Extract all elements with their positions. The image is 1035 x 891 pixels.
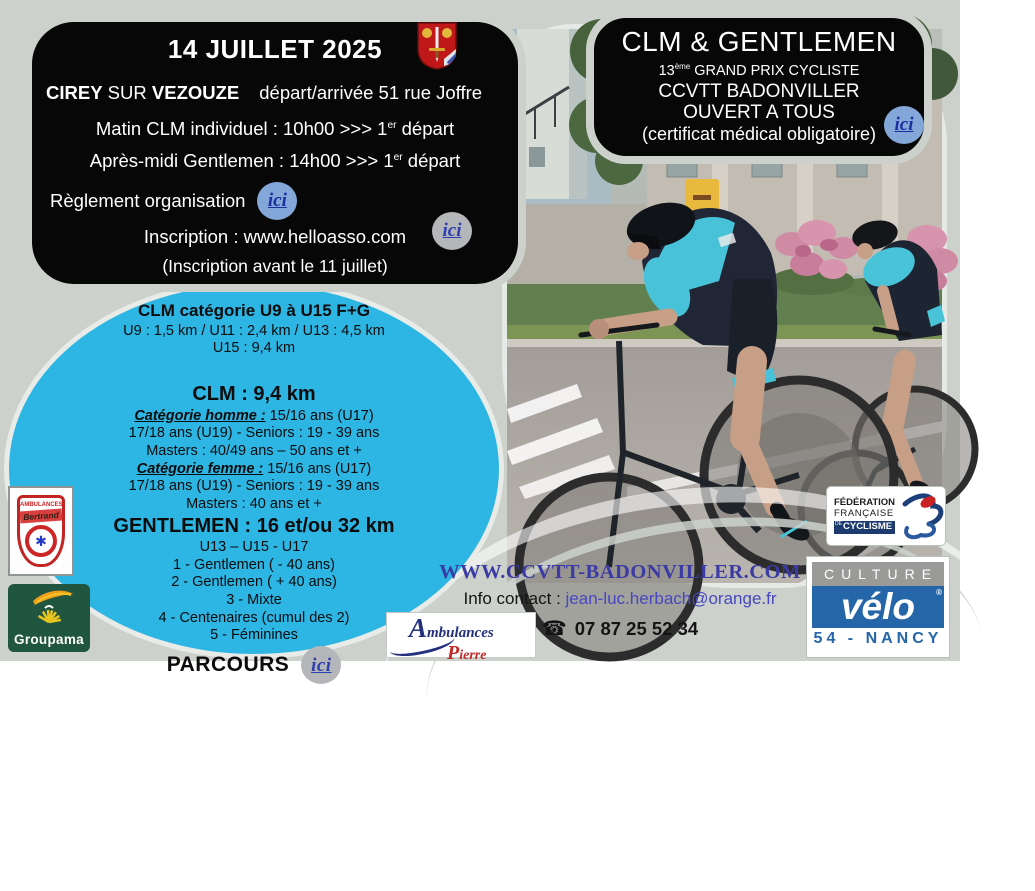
rules-link-badge[interactable]: ici — [257, 182, 297, 220]
registration-link-badge[interactable]: ici — [432, 212, 472, 250]
contact-line — [420, 589, 820, 609]
morning-schedule: Matin CLM individuel : 10h00 >>> 1er départ — [95, 118, 455, 139]
clm-distance-title: CLM : 9,4 km — [192, 383, 316, 406]
race-title-box — [586, 10, 932, 164]
parcours-label: PARCOURS — [166, 653, 290, 677]
start-finish-address: départ/arrivée 51 rue Joffre — [259, 82, 483, 103]
contact-label: Info contact : — [463, 589, 566, 608]
gentlemen-title: GENTLEMEN : 16 et/ou 32 km — [113, 514, 395, 537]
gentlemen-line: U13 – U15 - U17 — [199, 539, 309, 556]
men-category-line: 17/18 ans (U19) - Seniors : 19 - 39 ans — [128, 425, 380, 442]
event-date: 14 JUILLET 2025 — [167, 34, 383, 64]
certificate-link-badge[interactable]: ici — [884, 106, 924, 144]
race-edition: 13ème GRAND PRIX CYCLISTE — [658, 62, 860, 79]
gentlemen-line: 5 - Féminines — [210, 627, 298, 644]
men-category-line: Catégorie homme : 15/16 ans (U17) — [134, 407, 374, 424]
women-category-line: 17/18 ans (U19) - Seniors : 19 - 39 ans — [128, 478, 380, 495]
ambulances-bertrand-logo — [8, 486, 74, 576]
groupama-logo: Groupama — [8, 584, 90, 652]
gentlemen-line: 4 - Centenaires (cumul des 2) — [158, 609, 350, 626]
gentlemen-line: 1 - Gentlemen ( - 40 ans) — [173, 556, 335, 573]
organizing-club: CCVTT BADONVILLER — [658, 81, 860, 102]
women-category-line: Masters : 40 ans et + — [186, 495, 322, 512]
city-name-part: SUR — [102, 82, 152, 103]
phone-number: 07 87 25 52 34 — [574, 618, 699, 639]
ffc-cyclist-swoosh-icon — [895, 490, 945, 542]
phone-icon: ☎ — [541, 618, 567, 640]
open-to-all: OUVERT A TOUS — [683, 102, 835, 123]
gentlemen-line: 3 - Mixte — [226, 592, 282, 609]
youth-distances-line: U9 : 1,5 km / U11 : 2,4 km / U13 : 4,5 km — [123, 322, 385, 339]
bertrand-shield-icon: AMBULANCES Bertrand ✱ — [17, 495, 65, 567]
men-category-line: Masters : 40/49 ans – 50 ans et + — [146, 442, 362, 459]
culture-velo-logo: CULTURE vélo ® 54 - NANCY — [806, 556, 950, 658]
city-name-part: CIREY — [46, 82, 103, 103]
event-location — [32, 82, 518, 104]
city-name-part: VEZOUZE — [151, 82, 240, 103]
contact-email[interactable]: jean-luc.herbach@orange.fr — [565, 589, 777, 608]
youth-categories-title: CLM catégorie U9 à U15 F+G — [138, 301, 370, 320]
event-info-box — [24, 14, 526, 292]
parcours-link-badge[interactable]: ici — [301, 646, 341, 684]
ffc-logo: FÉDÉRATION FRANÇAISE DE CYCLISME — [826, 486, 946, 546]
ambulances-pierre-logo: Ambulances Pierre — [386, 612, 536, 658]
youth-distances-line: U15 : 9,4 km — [212, 340, 296, 357]
race-title: CLM & GENTLEMEN — [621, 26, 897, 57]
registration-line[interactable]: Inscription : www.helloasso.com — [143, 226, 407, 247]
women-category-line: Catégorie femme : 15/16 ans (U17) — [136, 460, 372, 477]
club-website[interactable]: WWW.CCVTT-BADONVILLER.COM — [439, 561, 801, 583]
gentlemen-line: 2 - Gentlemen ( + 40 ans) — [171, 574, 337, 591]
parcours-line — [167, 646, 342, 684]
rules-label: Règlement organisation — [50, 190, 246, 211]
star-of-life-icon: ✱ — [25, 525, 57, 557]
registration-deadline: (Inscription avant le 11 juillet) — [162, 256, 388, 276]
afternoon-schedule: Après-midi Gentlemen : 14h00 >>> 1er départ — [89, 150, 461, 171]
groupama-emblem-icon — [19, 587, 79, 625]
medical-certificate-note: (certificat médical obligatoire) — [641, 124, 877, 144]
